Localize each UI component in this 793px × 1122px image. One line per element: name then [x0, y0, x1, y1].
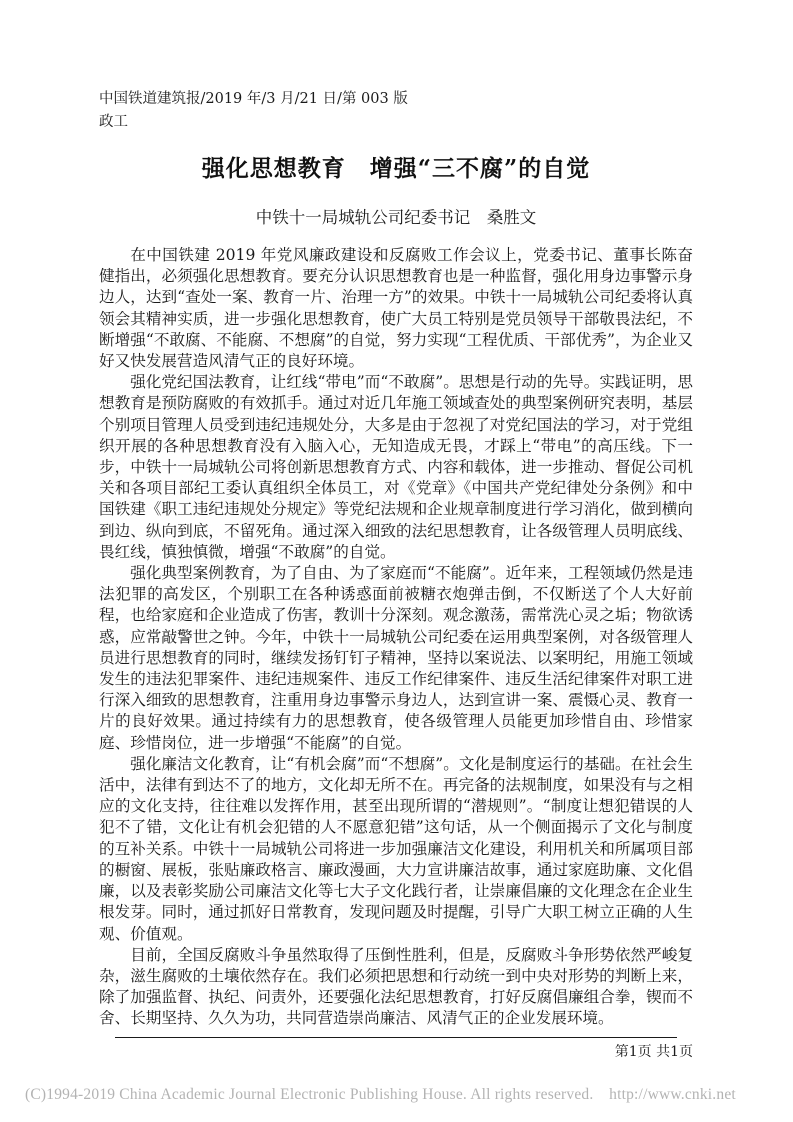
page-indicator: 第1页 共1页 [614, 1044, 693, 1060]
copyright-notice: (C)1994-2019 China Academic Journal Electronic Publishing House. All rights reserved. http://www.cnki.net [25, 1086, 736, 1103]
article-paragraph-4: 强化廉洁文化教育，让“有机会腐”而“不想腐”。文化是制度运行的基础。在社会生活中，法律有到达不了的地方，文化却无所不在。再完备的法规制度，如果没有与之相应的文化支持，往往难以发挥作用，甚至出现所谓的“潜规则”。“制度让想犯错误的人犯不了错，文化让有机会犯错的人不愿意犯错”这句话，从一个侧面揭示了文化与制度的互补关系。中铁十一局城轨公司将进一步加强廉洁文化建设，利用机关和所属项目部的橱窗、展板，张贴廉政格言、廉政漫画，大力宣讲廉洁故事，通过家庭助廉、文化倡廉，以及表彰奖励公司廉洁文化等七大子文化践行者，让崇廉倡廉的文化理念在企业生根发芽。同时，通过抓好日常教育，发现问题及时提醒，引导广大职工树立正确的人生观、价值观。 [99, 754, 693, 943]
source-line: 中国铁道建筑报/2019 年/3 月/21 日/第 003 版 [99, 91, 408, 107]
article-paragraph-5: 目前，全国反腐败斗争虽然取得了压倒性胜利，但是，反腐败斗争形势依然严峻复杂，滋生腐败的土壤依然存在。我们必须把思想和行动统一到中央对形势的判断上来，除了加强监督、执纪、问责外，还要强化法纪思想教育，打好反腐倡廉组合拳，锲而不舍、长期坚持、久久为功，共同营造崇尚廉洁、风清气正的企业发展环境。 [99, 945, 693, 1028]
article-byline: 中铁十一局城轨公司纪委书记 桑胜文 [255, 208, 537, 227]
article-title: 强化思想教育 增强“三不腐”的自觉 [201, 155, 591, 182]
article-paragraph-2: 强化党纪国法教育，让红线“带电”而“不敢腐”。思想是行动的先导。实践证明，思想教育是预防腐败的有效抓手。通过对近几年施工领域查处的典型案例研究表明，基层个别项目管理人员受到违纪违规处分，大多是由于忽视了对党纪国法的学习，对于党组织开展的各种思想教育没有入脑入心，无知造成无畏，才踩上“带电”的高压线。下一步，中铁十一局城轨公司将创新思想教育方式、内容和载体，进一步推动、督促公司机关和各项目部纪工委认真组织全体员工，对《党章》《中国共产党纪律处分条例》和中国铁建《职工违纪违规处分规定》等党纪法规和企业规章制度进行学习消化，做到横向到边、纵向到底，不留死角。通过深入细致的法纪思想教育，让各级管理人员明底线、畏红线，慎独慎微，增强“不敢腐”的自觉。 [99, 373, 693, 561]
article-body [99, 245, 693, 1030]
footer-divider [115, 1037, 677, 1038]
article-paragraph-1: 在中国铁建 2019 年党风廉政建设和反腐败工作会议上，党委书记、董事长陈奋健指出，必须强化思想教育。要充分认识思想教育也是一种监督，强化用身边事警示身边人，达到“查处一案、教育一片、治理一方”的效果。中铁十一局城轨公司纪委将认真领会其精神实质，进一步强化思想教育，使广大员工特别是党员领导干部敬畏法纪，不断增强“不敢腐、不能腐、不想腐”的自觉，努力实现“工程优质、干部优秀”，为企业又好又快发展营造风清气正的良好环境。 [99, 246, 693, 371]
document-header [99, 88, 693, 134]
article-paragraph-3: 强化典型案例教育，为了自由、为了家庭而“不能腐”。近年来，工程领域仍然是违法犯罪的高发区，个别职工在各种诱惑面前被糖衣炮弹击倒，不仅断送了个人大好前程，也给家庭和企业造成了伤害，教训十分深刻。观念激荡，需常洗心灵之垢；物欲诱惑，应常敲警世之钟。今年，中铁十一局城轨公司纪委在运用典型案例，对各级管理人员进行思想教育的同时，继续发扬钉钉子精神，坚持以案说法、以案明纪，用施工领域发生的违法犯罪案件、违纪违规案件、违反工作纪律案件、违反生活纪律案件对职工进行深入细致的思想教育，注重用身边事警示身边人，达到宣讲一案、震慑心灵、教育一片的良好效果。通过持续有力的思想教育，使各级管理人员能更加珍惜自由、珍惜家庭、珍惜岗位，进一步增强“不能腐”的自觉。 [99, 564, 693, 752]
section-label: 政工 [99, 114, 128, 130]
